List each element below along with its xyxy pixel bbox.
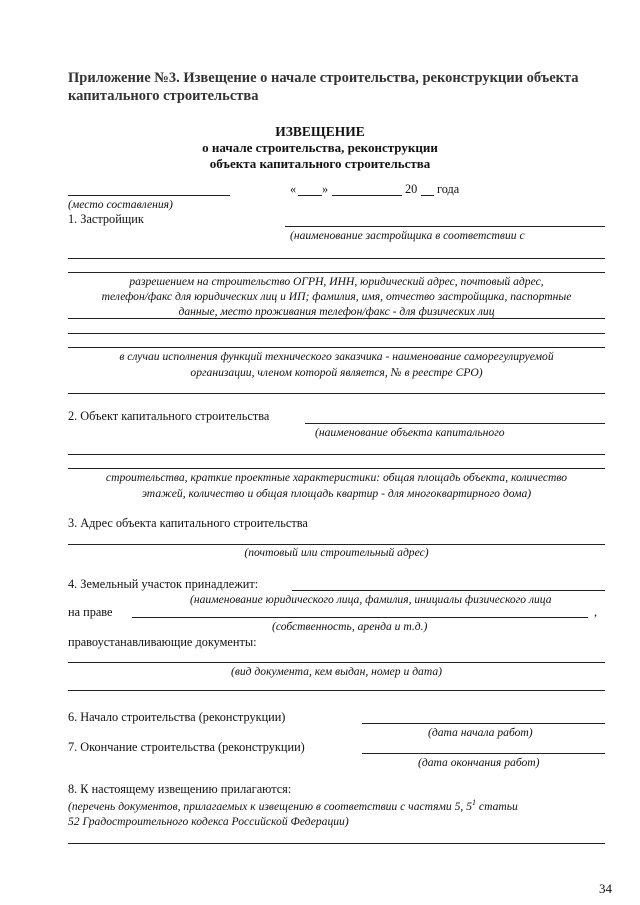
section3-label: 3. Адрес объекта капитального строительства [68, 516, 308, 530]
page-number: 34 [599, 881, 612, 896]
section6-hint-1: (дата начала работ) [428, 726, 533, 739]
address-field-line[interactable] [68, 544, 605, 545]
developer-line-2[interactable] [68, 258, 605, 259]
section2-hint-2: строительства, краткие проектные характеристики: общая площадь объекта, количество [105, 471, 568, 484]
section2-label: 2. Объект капитального строительства [68, 409, 270, 423]
section8-hint-1-sup: 1 [472, 798, 477, 807]
developer-line-3[interactable] [68, 272, 605, 273]
end-date-field[interactable] [362, 753, 605, 754]
section1-hint-5: в случаи исполнения функций технического заказчика - наименование саморегулируемой [119, 350, 554, 363]
docs-field-line[interactable] [68, 662, 605, 663]
date-day-field[interactable] [298, 195, 322, 196]
section8-hint-1 [68, 798, 518, 813]
date-year-prefix: 20 [405, 182, 418, 196]
section7-hint-1: (дата окончания работ) [418, 756, 540, 769]
start-date-field[interactable] [362, 723, 605, 724]
object-field-line[interactable] [305, 423, 605, 424]
date-year-field[interactable] [421, 195, 434, 196]
section4-hint-2: (собственность, аренда и т.д.) [272, 620, 428, 633]
section1-label: 1. Застройщик [68, 212, 144, 226]
section8-label: 8. К настоящему извещению прилагаются: [68, 782, 292, 796]
section4-hint-1: (наименование юридического лица, фамилия, инициалы физического лица [190, 593, 552, 606]
developer-line-6[interactable] [68, 347, 605, 348]
notice-subtitle-2: объекта капитального строительства [209, 156, 431, 171]
section1-hint-2: разрешением на строительство ОГРН, ИНН, юридический адрес, почтовый адрес, [129, 275, 544, 288]
section6-label: 6. Начало строительства (реконструкции) [68, 710, 286, 724]
section1-hint-4: данные, место проживания телефон/факс - для физических лиц [178, 305, 495, 318]
section7-label: 7. Окончание строительства (реконструкции) [68, 740, 305, 754]
developer-field-line[interactable] [285, 226, 605, 227]
section8-hint-1-b: статьи [476, 799, 518, 813]
developer-line-7[interactable] [68, 393, 605, 394]
date-year-suffix: года [437, 182, 460, 196]
developer-line-5[interactable] [68, 333, 605, 334]
section2-hint-3: этажей, количество и общая площадь квартир - для многоквартирного дома) [141, 487, 532, 500]
developer-line-4[interactable] [68, 318, 605, 319]
section8-hint-1-a: (перечень документов, прилагаемых к извещению в соответствии с частями 5, 5 [68, 799, 473, 813]
notice-subtitle-1: о начале строительства, реконструкции [202, 140, 438, 155]
section1-hint-1: (наименование застройщика в соответствии с [290, 229, 525, 242]
section4-label: 4. Земельный участок принадлежит: [68, 577, 259, 591]
object-line-2[interactable] [68, 454, 605, 455]
docs-label: правоустанавливающие документы: [68, 635, 257, 649]
date-quote-open: « [290, 182, 297, 196]
date-month-field[interactable] [332, 195, 402, 196]
right-field-line[interactable] [132, 617, 588, 618]
section1-hint-3: телефон/факс для юридических лиц и ИП; фамилия, имя, отчество застройщика, паспортные [101, 290, 572, 303]
appendix-heading-line2: капитального строительства [68, 88, 259, 104]
section4-hint-3: (вид документа, кем выдан, номер и дата) [230, 665, 443, 678]
appendix-heading-line1: Приложение №3. Извещение о начале строительства, реконструкции объекта [68, 70, 579, 86]
right-label: на праве [68, 605, 113, 619]
object-line-3[interactable] [68, 468, 605, 469]
notice-title: ИЗВЕЩЕНИЕ [275, 124, 365, 139]
right-comma: , [594, 605, 598, 619]
section1-hint-6: организации, членом которой является, № в реестре СРО) [190, 366, 483, 379]
section2-hint-1: (наименование объекта капитального [315, 426, 505, 439]
section3-hint-1: (почтовый или строительный адрес) [244, 546, 429, 559]
date-quote-close: » [322, 182, 329, 196]
attachments-field-line[interactable] [68, 843, 605, 844]
place-label: (место составления) [68, 198, 173, 211]
place-field-line[interactable] [68, 195, 230, 196]
section8-hint-2: 52 Градостроительного кодекса Российской Федерации) [68, 815, 349, 828]
docs-line-2[interactable] [68, 690, 605, 691]
land-owner-field-line[interactable] [292, 590, 605, 591]
